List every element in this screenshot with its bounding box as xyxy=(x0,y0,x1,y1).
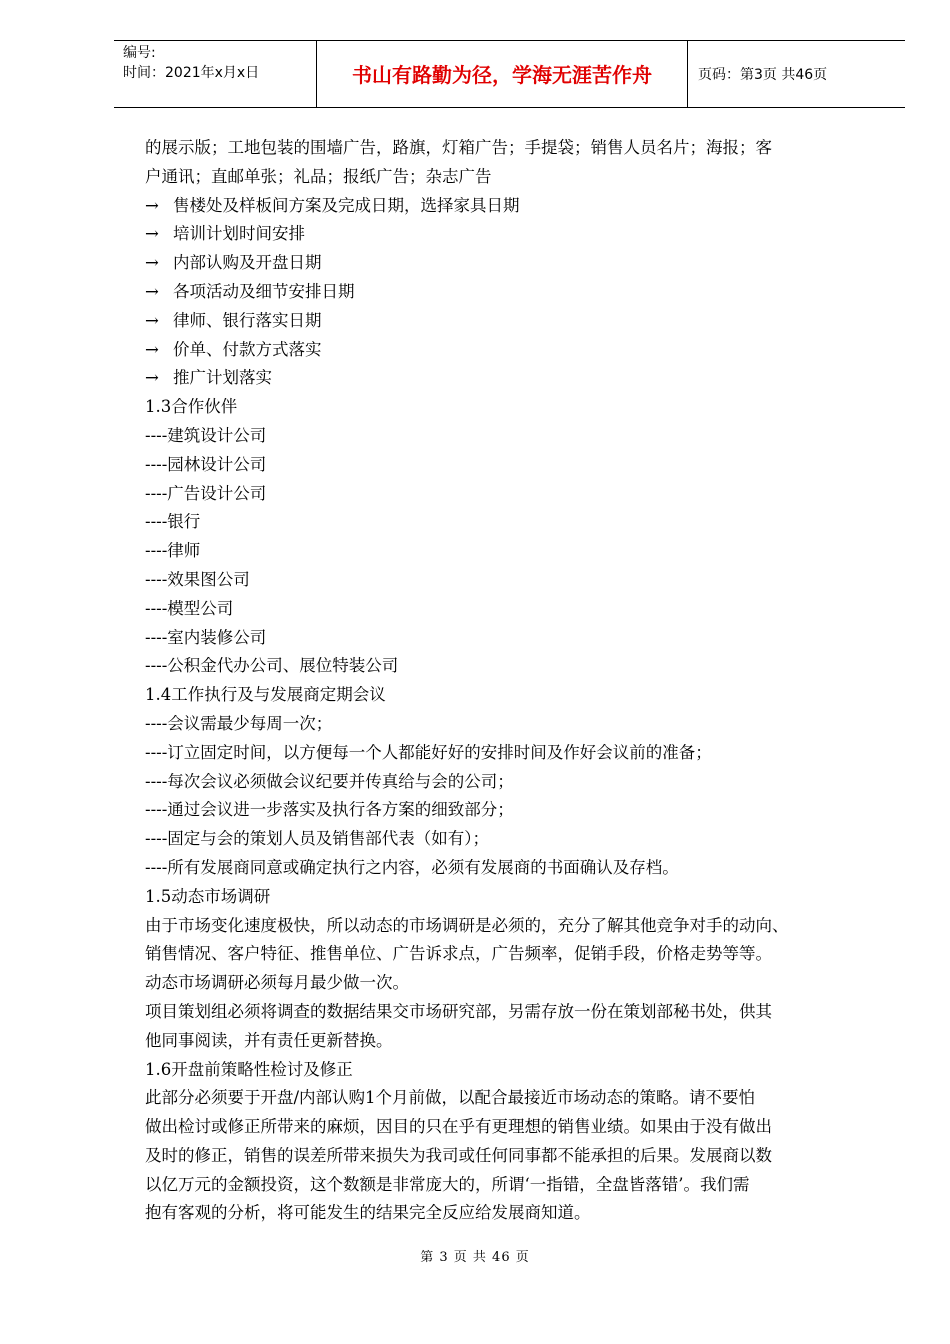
time-label: 时间：2021年x月x日 xyxy=(123,65,260,81)
page-footer: 第 3 页 共 46 页 xyxy=(420,1250,530,1265)
line-text: 1.4工作执行及与发展商定期会议 xyxy=(145,685,386,705)
text-line xyxy=(145,652,885,681)
text-line xyxy=(145,508,885,537)
line-text: 内部认购及开盘日期 xyxy=(173,253,322,273)
document-body xyxy=(145,134,885,1228)
text-line xyxy=(145,1027,885,1056)
text-line xyxy=(145,1199,885,1228)
header-motto: 书山有路勤为径，学海无涯苦作舟 xyxy=(316,40,688,107)
text-line xyxy=(145,825,885,854)
line-text: 推广计划落实 xyxy=(173,368,272,388)
arrow-icon: → xyxy=(145,253,159,273)
text-line xyxy=(145,1142,885,1171)
header-page-label: 页码：第3页 共46页 xyxy=(698,67,828,83)
line-text: ----银行 xyxy=(145,512,201,532)
text-line xyxy=(145,710,885,739)
bullet-line xyxy=(145,192,885,221)
line-text: ----园林设计公司 xyxy=(145,454,267,474)
line-text: 各项活动及细节安排日期 xyxy=(173,281,355,301)
text-line xyxy=(145,940,885,969)
line-text: 1.3合作伙伴 xyxy=(145,397,238,417)
text-line xyxy=(145,998,885,1027)
text-line xyxy=(145,854,885,883)
line-text: ----广告设计公司 xyxy=(145,483,267,503)
bullet-line xyxy=(145,336,885,365)
text-line xyxy=(145,1084,885,1113)
text-line xyxy=(145,537,885,566)
text-line xyxy=(145,1056,885,1085)
line-text: ----建筑设计公司 xyxy=(145,425,267,445)
serial-label: 编号: xyxy=(123,45,156,61)
line-text: 1.5动态市场调研 xyxy=(145,886,271,906)
text-line xyxy=(145,768,885,797)
text-line xyxy=(145,883,885,912)
line-text: 的展示版；工地包装的围墙广告，路旗，灯箱广告；手提袋；销售人员名片；海报；客 xyxy=(145,138,772,157)
line-text: ----会议需最少每周一次； xyxy=(145,713,333,733)
arrow-icon: → xyxy=(145,281,159,301)
line-text: ----室内装修公司 xyxy=(145,627,267,647)
line-text: ----公积金代办公司、展位特装公司 xyxy=(145,656,399,676)
line-text: 项目策划组必须将调查的数据结果交市场研究部，另需存放一份在策划部秘书处，供其 xyxy=(145,1001,772,1021)
arrow-icon: → xyxy=(145,310,159,330)
text-line xyxy=(145,739,885,768)
line-text: 售楼处及样板间方案及完成日期，选择家具日期 xyxy=(173,195,520,215)
line-text: 做出检讨或修正所带来的麻烦，因目的只在乎有更理想的销售业绩。如果由于没有做出 xyxy=(145,1117,772,1137)
bullet-line xyxy=(145,307,885,336)
arrow-icon: → xyxy=(145,195,159,215)
text-line xyxy=(145,163,885,192)
line-text: 此部分必须要于开盘/内部认购1个月前做，以配合最接近市场动态的策略。请不要怕 xyxy=(145,1088,756,1108)
line-text: 以亿万元的金额投资，这个数额是非常庞大的，所谓‘一指错，全盘皆落错’。我们需 xyxy=(145,1174,750,1194)
line-text: ----律师 xyxy=(145,541,201,561)
bullet-line xyxy=(145,364,885,393)
text-line xyxy=(145,969,885,998)
page-header xyxy=(114,40,905,108)
text-line xyxy=(145,134,885,163)
text-line xyxy=(145,595,885,624)
line-text: ----效果图公司 xyxy=(145,569,250,589)
text-line xyxy=(145,451,885,480)
line-text: 价单、付款方式落实 xyxy=(173,339,322,359)
header-meta xyxy=(123,43,313,83)
text-line xyxy=(145,1171,885,1200)
text-line xyxy=(145,422,885,451)
line-text: ----所有发展商同意或确定执行之内容，必须有发展商的书面确认及存档。 xyxy=(145,857,679,877)
line-text: 动态市场调研必须每月最少做一次。 xyxy=(145,973,409,993)
text-line xyxy=(145,393,885,422)
line-text: 他同事阅读，并有责任更新替换。 xyxy=(145,1030,393,1050)
text-line xyxy=(145,912,885,941)
line-text: 律师、银行落实日期 xyxy=(173,310,322,330)
bullet-line xyxy=(145,220,885,249)
line-text: 销售情况、客户特征、推售单位、广告诉求点，广告频率，促销手段，价格走势等等。 xyxy=(145,944,772,964)
line-text: ----订立固定时间，以方便每一个人都能好好的安排时间及作好会议前的准备； xyxy=(145,742,712,762)
line-text: ----每次会议必须做会议纪要并传真给与会的公司； xyxy=(145,771,514,791)
text-line xyxy=(145,681,885,710)
line-text: 抱有客观的分析，将可能发生的结果完全反应给发展商知道。 xyxy=(145,1203,591,1223)
line-text: ----固定与会的策划人员及销售部代表（如有）； xyxy=(145,829,490,849)
line-text: ----模型公司 xyxy=(145,598,234,618)
bullet-line xyxy=(145,249,885,278)
line-text: ----通过会议进一步落实及执行各方案的细致部分； xyxy=(145,800,514,820)
arrow-icon: → xyxy=(145,368,159,388)
arrow-icon: → xyxy=(145,224,159,244)
text-line xyxy=(145,624,885,653)
arrow-icon: → xyxy=(145,339,159,359)
line-text: 及时的修正，销售的误差所带来损失为我司或任何同事都不能承担的后果。发展商以数 xyxy=(145,1145,772,1165)
line-text: 1.6开盘前策略性检讨及修正 xyxy=(145,1059,353,1079)
text-line xyxy=(145,480,885,509)
text-line xyxy=(145,796,885,825)
line-text: 户通讯；直邮单张；礼品；报纸广告；杂志广告 xyxy=(145,166,492,186)
line-text: 培训计划时间安排 xyxy=(173,224,305,244)
text-line xyxy=(145,1113,885,1142)
text-line xyxy=(145,566,885,595)
bullet-line xyxy=(145,278,885,307)
line-text: 由于市场变化速度极快，所以动态的市场调研是必须的，充分了解其他竞争对手的动向、 xyxy=(145,915,789,935)
